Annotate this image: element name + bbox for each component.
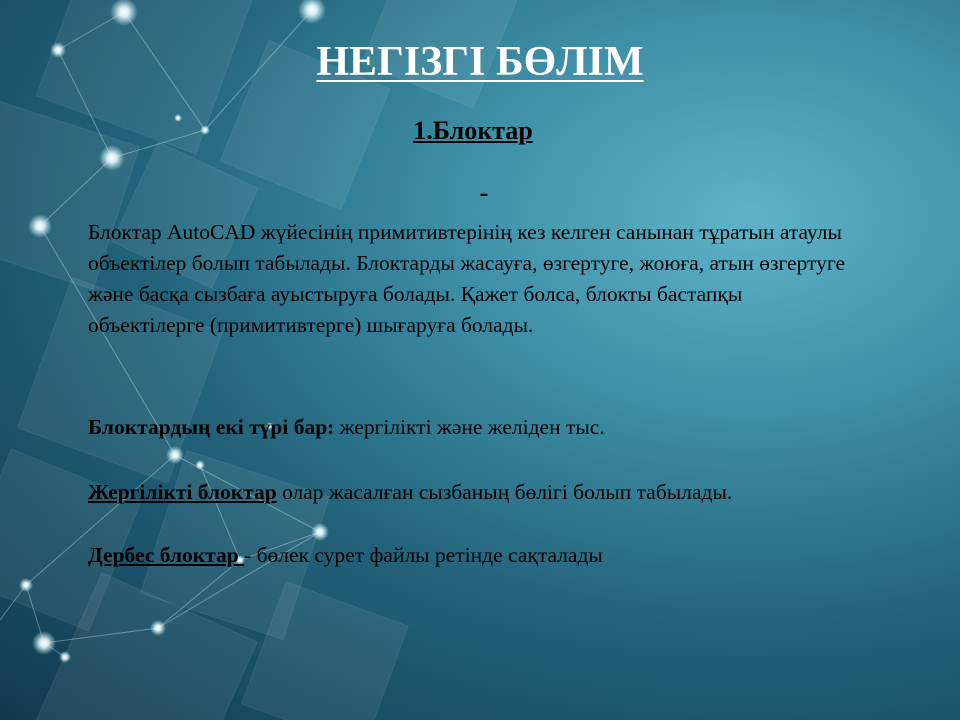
block-types-paragraph [88,412,858,443]
dash-mark: - [479,178,489,207]
block-types-text: жергілікті және желіден тыс. [334,415,605,439]
slide-title: НЕГІЗГІ БӨЛІМ [316,39,644,85]
standalone-blocks-paragraph [88,540,858,571]
standalone-blocks-label: Дербес блоктар [88,543,245,567]
standalone-blocks-text: - бөлек сурет файлы ретінде сақталады [244,543,603,567]
local-blocks-paragraph [88,477,858,508]
section-heading: 1.Блоктар [413,116,533,145]
local-blocks-text: олар жасалған сызбаның бөлігі болып табылады. [276,480,733,504]
block-types-label: Блоктардың екі түрі бар: [88,415,335,439]
local-blocks-label: Жергілікті блоктар [88,480,277,504]
intro-paragraph: Блоктар AutoCAD жүйесінің примитивтерінің кез келген санынан тұратын атаулы объектілер болып табылады. Блоктарды жасауға, өзгертуге, жоюға, атын өзгертуге және басқа сызбаға ауыстыруға болады. Қажет болса, блокты бастапқы объектілерге (примитивтерге) шығаруға болады. [88,220,845,337]
